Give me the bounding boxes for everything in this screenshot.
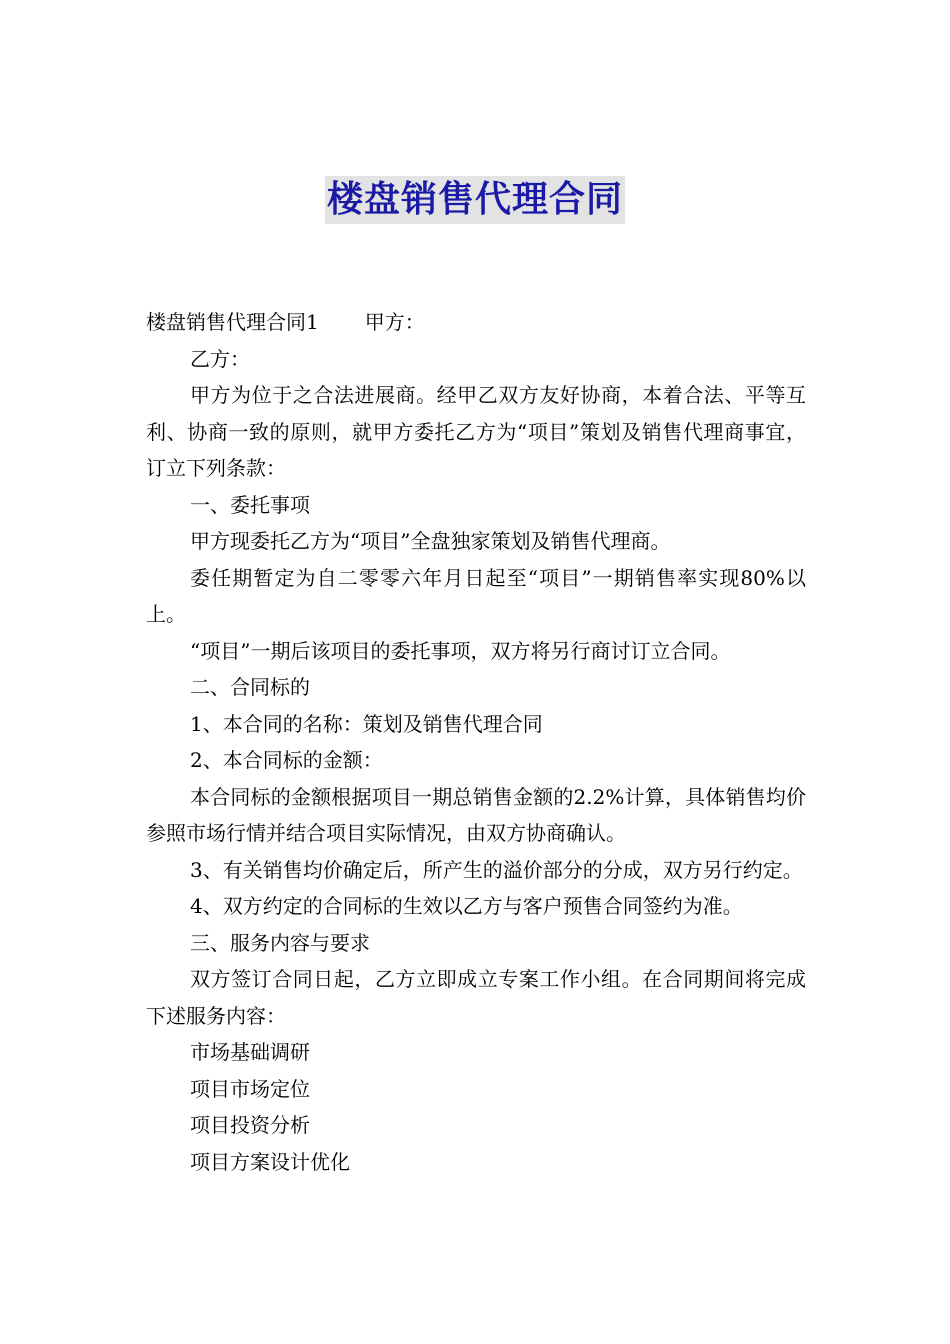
party-b-label: 乙方： [190, 346, 250, 371]
service-item: 项目市场定位 [190, 1076, 310, 1101]
paragraph: 委任期暂定为自二零零六年月日起至“项目”一期销售率实现80%以上。 [146, 565, 806, 626]
service-item: 市场基础调研 [190, 1040, 310, 1064]
paragraph: 甲方现委托乙方为“项目”全盘独家策划及销售代理商。 [190, 529, 671, 553]
section-heading: 一、委托事项 [190, 492, 310, 517]
title-container [0, 176, 950, 224]
document-title: 楼盘销售代理合同 [325, 176, 625, 224]
paragraph: 本合同标的金额根据项目一期总销售金额的2.2%计算，具体销售均价参照市场行情并结合项目实际情况，由双方协商确认。 [146, 784, 806, 845]
paragraph: “项目”一期后该项目的委托事项，双方将另行商讨订立合同。 [190, 638, 731, 663]
clause-item: 4、双方约定的合同标的生效以乙方与客户预售合同签约为准。 [190, 894, 743, 918]
section-heading: 二、合同标的 [190, 675, 310, 699]
clause-item: 2、本合同标的金额： [190, 748, 383, 772]
clause-item: 3、有关销售均价确定后，所产生的溢价部分的分成，双方另行约定。 [190, 857, 803, 882]
header-line [146, 304, 806, 341]
party-a-label: 甲方： [364, 310, 425, 334]
service-item: 项目投资分析 [190, 1113, 310, 1137]
contract-label: 楼盘销售代理合同1 [146, 310, 319, 334]
clause-item: 1、本合同的名称：策划及销售代理合同 [190, 711, 543, 736]
service-item: 项目方案设计优化 [190, 1149, 350, 1174]
document-body [146, 304, 806, 1180]
paragraph: 双方签订合同日起，乙方立即成立专案工作小组。在合同期间将完成下述服务内容： [146, 967, 806, 1028]
paragraph: 甲方为位于之合法进展商。经甲乙双方友好协商，本着合法、平等互利、协商一致的原则，就甲方委托乙方为“项目”策划及销售代理商事宜，订立下列条款： [146, 383, 806, 480]
section-heading: 三、服务内容与要求 [190, 930, 370, 955]
